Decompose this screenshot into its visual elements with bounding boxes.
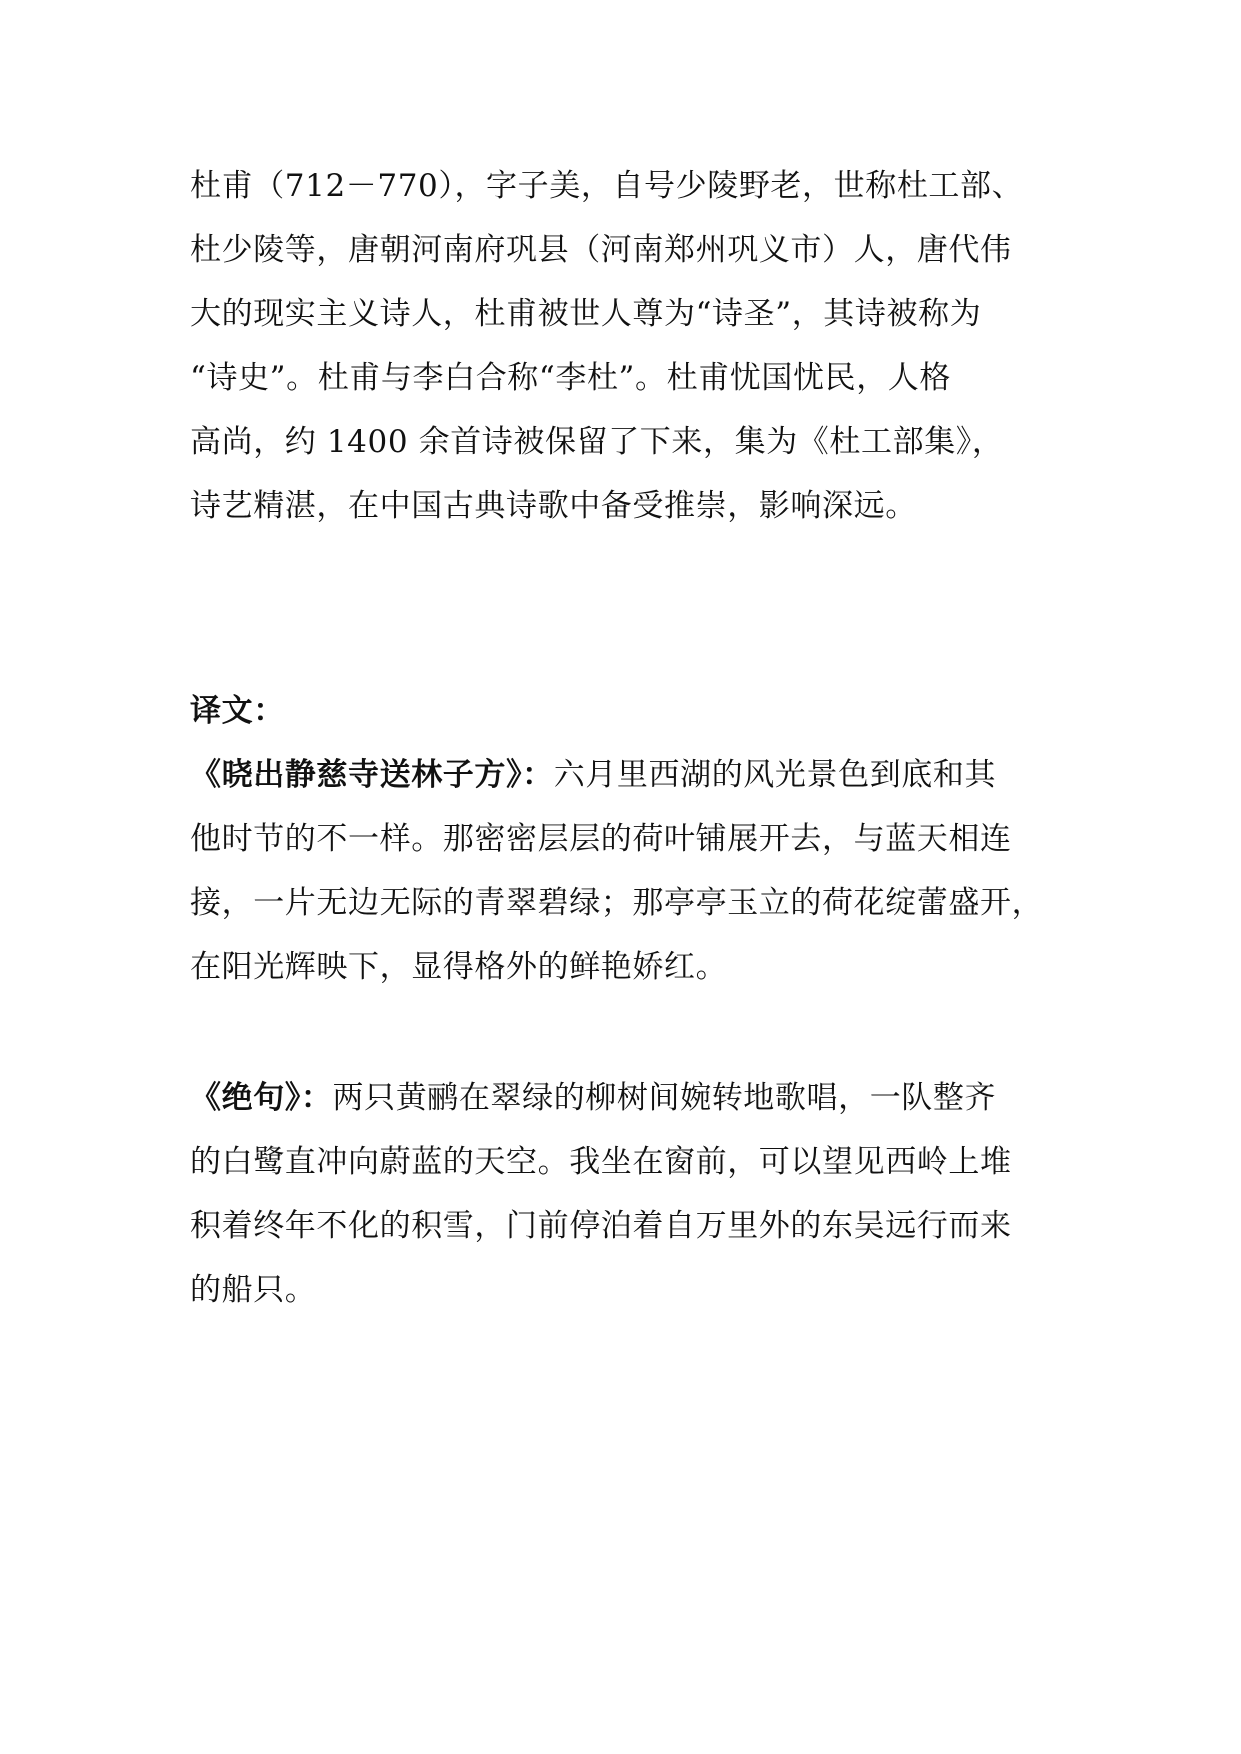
- poem1-first-line: [190, 753, 1070, 797]
- poem1-line: 在阳光辉映下，显得格外的鲜艳娇红。: [190, 949, 728, 985]
- bio-line: 杜甫（712－770），字子美，自号少陵野老，世称杜工部、: [190, 168, 1024, 204]
- poem2-line: 的船只。: [190, 1272, 317, 1308]
- poem1-title: 《晓出静慈寺送林子方》：: [190, 757, 554, 793]
- bio-line: 诗艺精湛，在中国古典诗歌中备受推崇，影响深远。: [190, 488, 917, 524]
- bio-line: 高尚，约 1400 余首诗被保留了下来，集为《杜工部集》，: [190, 424, 1004, 460]
- bio-line: 大的现实主义诗人，杜甫被世人尊为“诗圣”，其诗被称为: [190, 296, 982, 332]
- poem1-line: 接，一片无边无际的青翠碧绿；那亭亭玉立的荷花绽蕾盛开，: [190, 885, 1044, 921]
- bio-line: 杜少陵等，唐朝河南府巩县（河南郑州巩义市）人，唐代伟: [190, 232, 1012, 268]
- translation-heading: 译文：: [190, 693, 285, 729]
- poem1-first-line-text: 六月里西湖的风光景色到底和其: [553, 757, 997, 793]
- bio-line: “诗史”。杜甫与李白合称“李杜”。杜甫忧国忧民，人格: [190, 360, 951, 396]
- poem1-line: 他时节的不一样。那密密层层的荷叶铺展开去，与蓝天相连: [190, 821, 1012, 857]
- poem2-title: 《绝句》：: [190, 1080, 333, 1116]
- poem2-first-line: [190, 1076, 1070, 1120]
- poem2-line: 的白鹭直冲向蔚蓝的天空。我坐在窗前，可以望见西岭上堆: [190, 1144, 1012, 1180]
- poem2-first-line-text: 两只黄鹂在翠绿的柳树间婉转地歌唱，一队整齐: [332, 1080, 997, 1116]
- poem2-line: 积着终年不化的积雪，门前停泊着自万里外的东吴远行而来: [190, 1208, 1012, 1244]
